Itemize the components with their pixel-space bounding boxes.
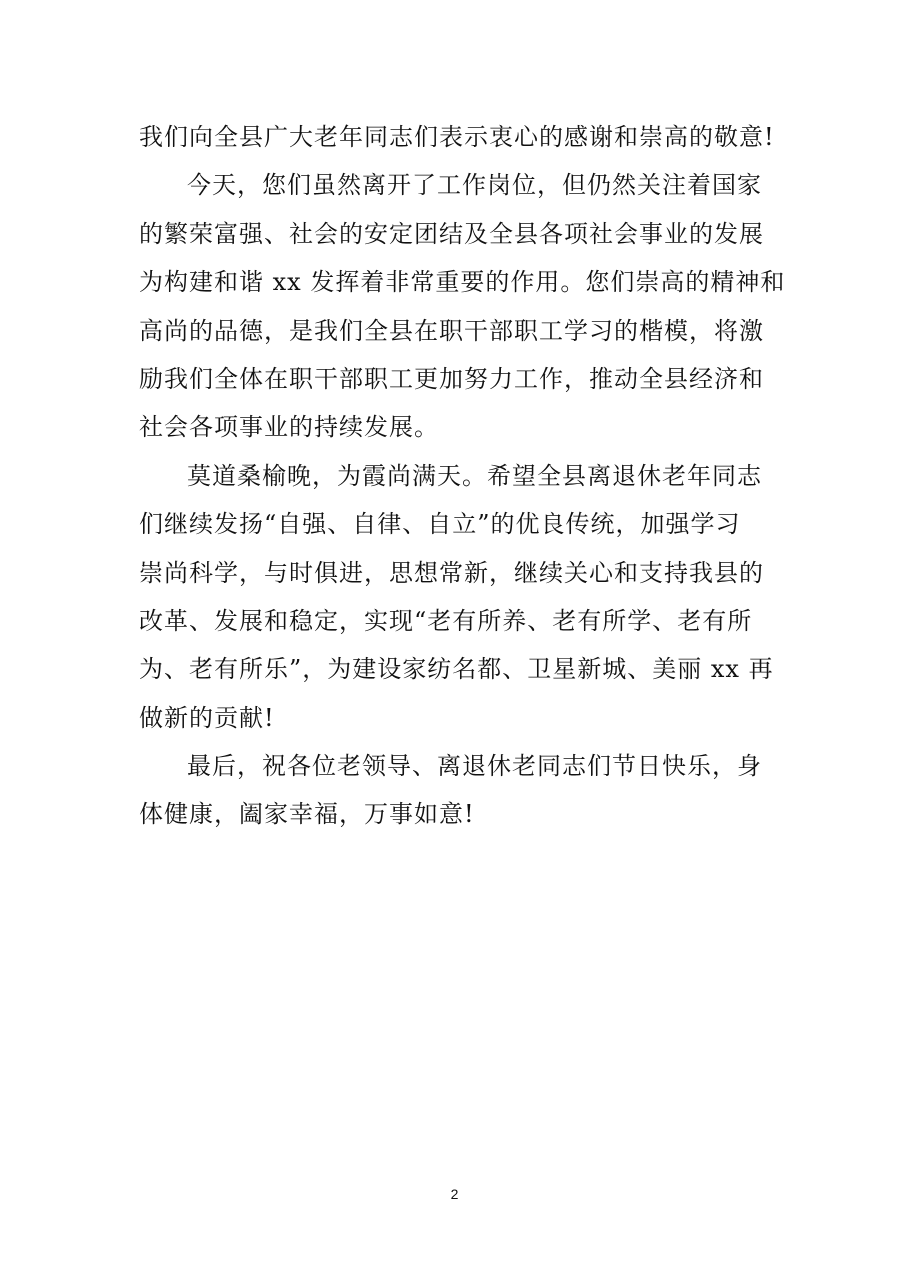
text-line: 高尚的品德，是我们全县在职干部职工学习的楷模，将激 [139, 316, 764, 345]
text-line: 社会各项事业的持续发展。 [139, 413, 439, 442]
text-line: 改革、发展和稳定，实现“老有所养、老有所学、老有所 [139, 606, 753, 635]
text-line: 为、老有所乐”，为建设家纺名都、卫星新城、美丽 xx 再 [139, 655, 774, 684]
text-line: 莫道桑榆晚，为霞尚满天。希望全县离退休老年同志 [187, 461, 762, 490]
text-line: 的繁荣富强、社会的安定团结及全县各项社会事业的发展 [139, 219, 764, 248]
text-line: 们继续发扬“自强、自律、自立”的优良传统，加强学习 [139, 510, 741, 539]
page-number: 2 [450, 1186, 459, 1202]
text-line: 为构建和谐 xx 发挥着非常重要的作用。您们崇高的精神和 [139, 268, 786, 297]
text-line: 崇尚科学，与时俱进，思想常新，继续关心和支持我县的 [139, 558, 764, 587]
text-line: 体健康，阖家幸福，万事如意! [139, 800, 475, 829]
text-line: 做新的贡献! [139, 703, 275, 732]
text-line: 今天，您们虽然离开了工作岗位，但仍然关注着国家 [187, 171, 762, 200]
text-line: 最后，祝各位老领导、离退休老同志们节日快乐，身 [187, 752, 762, 781]
text-line: 我们向全县广大老年同志们表示衷心的感谢和崇高的敬意! [139, 123, 775, 151]
body-text [139, 113, 786, 839]
text-line: 励我们全体在职干部职工更加努力工作，推动全县经济和 [139, 364, 764, 393]
